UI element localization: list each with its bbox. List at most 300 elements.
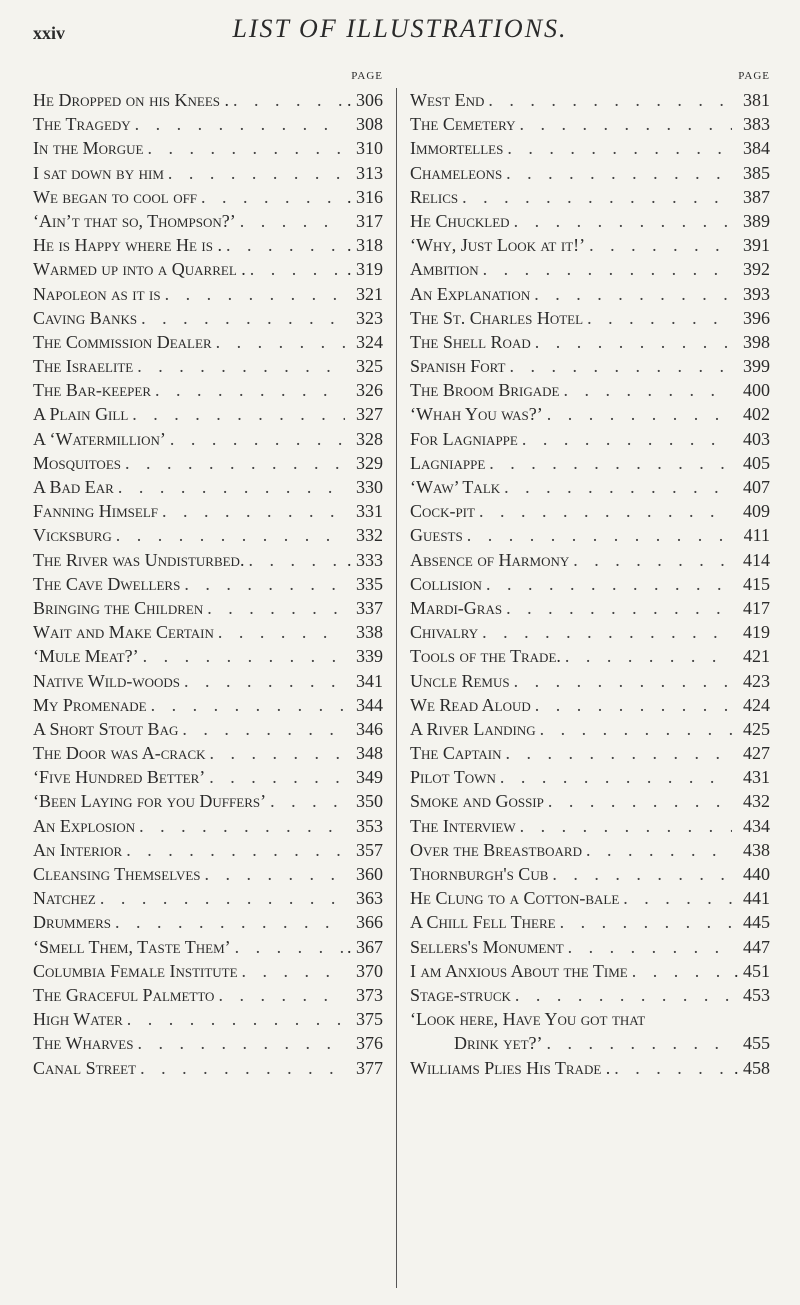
entry-page-number <box>732 1007 770 1031</box>
entry-page-number: 399 <box>743 356 770 377</box>
entry-title: An Explosion <box>33 815 136 836</box>
toc-entry <box>33 862 383 886</box>
entry-title: West End <box>410 90 485 110</box>
entry-page-number: 417 <box>743 597 770 618</box>
dot-leader <box>506 354 732 378</box>
entry-title: An Explanation <box>410 283 531 304</box>
toc-entry <box>410 765 770 789</box>
toc-entry <box>410 354 770 378</box>
dot-leader <box>510 669 732 693</box>
running-head: LIST OF ILLUSTRATIONS. <box>232 14 568 43</box>
toc-entry <box>410 185 770 209</box>
dot-leader <box>502 161 732 185</box>
dot-leader <box>516 112 733 136</box>
dot-leader <box>231 935 343 959</box>
entry-title: ‘Ain’t that so, Thompson?’ <box>33 210 236 231</box>
dot-leader <box>510 209 732 233</box>
toc-entry <box>410 88 770 112</box>
entry-title: Canal Street <box>33 1057 137 1078</box>
entry-page-number: 434 <box>743 815 770 836</box>
dot-leader <box>482 572 732 596</box>
toc-entry <box>33 427 383 451</box>
entry-title: Drummers <box>33 912 112 933</box>
toc-entry <box>33 209 383 233</box>
entry-title: He Chuckled <box>410 210 510 231</box>
entry-page-number: 328 <box>356 428 383 449</box>
dot-leader <box>556 910 732 934</box>
toc-entry <box>410 935 770 959</box>
toc-entry <box>410 523 770 547</box>
toc-entry <box>410 959 770 983</box>
entry-title: Lagniappe <box>410 452 486 473</box>
dot-leader <box>178 717 345 741</box>
entry-title: In the Morgue <box>33 138 144 159</box>
dot-leader <box>518 427 732 451</box>
entry-page-number: 332 <box>356 525 383 546</box>
left-entry-list <box>33 88 383 1080</box>
entry-page-number: 455 <box>743 1033 770 1054</box>
entry-title: Absence of Harmony <box>410 549 570 570</box>
entry-title: Wait and Make Certain <box>33 622 214 643</box>
toc-entry <box>33 112 383 136</box>
entry-title: A ‘Watermillion’ <box>33 428 166 449</box>
dot-leader <box>485 451 732 475</box>
entry-page-number: 438 <box>743 839 770 860</box>
toc-entry <box>410 717 770 741</box>
entry-page-number: . 367 <box>347 936 383 957</box>
entry-page-number: 321 <box>356 283 383 304</box>
entry-title: The Broom Brigade <box>410 380 560 401</box>
entry-page-number: 325 <box>356 356 383 377</box>
entry-page-number: . 458 <box>734 1057 770 1078</box>
entry-page-number: . 318 <box>347 235 383 256</box>
toc-entry <box>33 596 383 620</box>
dot-leader <box>559 378 732 402</box>
dot-leader <box>583 306 732 330</box>
toc-entry <box>410 741 770 765</box>
toc-entry <box>410 112 770 136</box>
entry-page-number: 403 <box>743 428 770 449</box>
entry-title: For Lagniappe <box>410 428 518 449</box>
entry-title: The Israelite <box>33 356 134 377</box>
entry-page-number: 409 <box>743 501 770 522</box>
toc-entry <box>33 451 383 475</box>
dot-leader <box>214 620 345 644</box>
dot-leader <box>478 620 732 644</box>
toc-entry <box>33 644 383 668</box>
toc-entry <box>410 886 770 910</box>
dot-leader <box>214 983 345 1007</box>
entry-title: ‘Mule Meat?’ <box>33 646 139 667</box>
dot-leader <box>516 814 732 838</box>
toc-entry <box>410 838 770 862</box>
entry-page-number: 341 <box>356 670 383 691</box>
toc-entry <box>410 161 770 185</box>
entry-title: Drink yet?’ <box>454 1033 543 1054</box>
entry-page-number: 381 <box>743 90 770 110</box>
entry-page-number: 324 <box>356 331 383 352</box>
entry-page-number: 419 <box>743 622 770 643</box>
entry-page-number: . 316 <box>347 186 383 207</box>
entry-page-number: 329 <box>356 452 383 473</box>
entry-title: Thornburgh's Cub <box>410 864 549 884</box>
entry-title: I am Anxious About the Time <box>410 960 628 981</box>
entry-page-number: 366 <box>356 912 383 933</box>
entry-title: ‘Whah You was?’ <box>410 404 543 425</box>
toc-entry <box>410 862 770 886</box>
entry-title: We Read Aloud <box>410 694 531 715</box>
toc-entry <box>33 499 383 523</box>
entry-page-number: 402 <box>743 404 770 425</box>
dot-leader <box>229 88 343 112</box>
entry-title: ‘Smell Them, Taste Them’ <box>33 936 231 957</box>
entry-title: My Promenade <box>33 694 147 715</box>
entry-page-number: 445 <box>743 912 770 933</box>
dot-leader <box>131 112 345 136</box>
toc-entry <box>33 983 383 1007</box>
dot-leader <box>236 209 345 233</box>
toc-entry <box>33 378 383 402</box>
toc-entry <box>33 185 383 209</box>
dot-leader <box>121 451 345 475</box>
entry-page-number: 338 <box>356 622 383 643</box>
entry-title: Mardi-Gras <box>410 597 503 618</box>
entry-title: A Short Stout Bag <box>33 718 179 739</box>
page-header <box>0 10 800 50</box>
toc-entry <box>33 789 383 813</box>
entry-title: Relics <box>410 186 459 207</box>
dot-leader <box>96 886 345 910</box>
entry-title: Vicksburg <box>33 525 112 546</box>
entry-page-number: 346 <box>356 718 383 739</box>
entry-title: Native Wild-woods <box>33 670 181 691</box>
dot-leader <box>536 717 732 741</box>
dot-leader <box>180 572 345 596</box>
toc-entry <box>33 233 383 257</box>
dot-leader <box>266 789 345 813</box>
entry-title: Warmed up into a Quarrel . <box>33 259 246 280</box>
dot-leader <box>511 983 732 1007</box>
entry-page-number: 414 <box>743 549 770 570</box>
dot-leader <box>564 935 732 959</box>
toc-entry <box>33 523 383 547</box>
entry-page-number: 432 <box>743 791 770 812</box>
entry-title: ‘Been Laying for you Duffers’ <box>33 791 267 812</box>
entry-page-number: 363 <box>356 888 383 909</box>
column-divider <box>396 88 397 1288</box>
toc-entry <box>410 499 770 523</box>
entry-title: The St. Charles Hotel <box>410 307 584 328</box>
entry-page-number: 423 <box>743 670 770 691</box>
entry-page-number: 405 <box>743 452 770 473</box>
toc-entry <box>410 910 770 934</box>
left-column-heading: PAGE <box>351 70 383 82</box>
toc-entry <box>33 306 383 330</box>
toc-entry <box>33 741 383 765</box>
dot-leader <box>206 741 345 765</box>
entry-page-number: 331 <box>356 501 383 522</box>
dot-leader <box>123 1007 345 1031</box>
dot-leader <box>628 959 730 983</box>
entry-page-number: 427 <box>743 743 770 764</box>
entry-title: Fanning Himself <box>33 501 159 522</box>
entry-page-number: 424 <box>743 694 770 715</box>
entry-page-number: 392 <box>743 259 770 280</box>
entry-page-number: 393 <box>743 283 770 304</box>
entry-page-number: 337 <box>356 597 383 618</box>
toc-entry <box>33 548 383 572</box>
entry-title: The Shell Road <box>410 331 531 352</box>
entry-title: The River was Undisturbed. <box>33 549 245 570</box>
toc-entry <box>410 572 770 596</box>
entry-page-number: 326 <box>356 380 383 401</box>
dot-leader <box>180 669 345 693</box>
dot-leader <box>475 499 732 523</box>
entry-page-number: 411 <box>743 525 770 546</box>
toc-entry <box>33 161 383 185</box>
entry-page-number: 421 <box>743 646 770 667</box>
toc-entry <box>33 935 383 959</box>
toc-entry <box>33 1031 383 1055</box>
entry-page-number: . 306 <box>347 90 383 110</box>
dot-leader <box>197 185 343 209</box>
entry-title: The Interview <box>410 815 516 836</box>
toc-entry <box>410 1056 770 1080</box>
entry-title: Immortelles <box>410 138 504 159</box>
entry-title: Tools of the Trade. <box>410 646 561 667</box>
entry-page-number: 407 <box>743 477 770 497</box>
toc-entry <box>33 693 383 717</box>
toc-entry <box>33 669 383 693</box>
entry-title: A Chill Fell There <box>410 912 556 933</box>
entry-title: The Wharves <box>33 1033 134 1054</box>
dot-leader <box>143 136 345 160</box>
entry-page-number: 357 <box>356 839 383 860</box>
dot-leader <box>503 136 732 160</box>
entry-page-number: 339 <box>356 646 383 667</box>
dot-leader <box>244 548 343 572</box>
toc-entry <box>410 233 770 257</box>
dot-leader <box>561 644 732 668</box>
entry-title: Uncle Remus <box>410 670 510 691</box>
toc-entry <box>33 765 383 789</box>
toc-entry <box>410 814 770 838</box>
dot-leader <box>166 427 345 451</box>
entry-page-number: 396 <box>743 307 770 328</box>
entry-title: Spanish Fort <box>410 356 506 377</box>
entry-title: He is Happy where He is . <box>33 235 222 256</box>
entry-page-number: 323 <box>356 307 383 328</box>
entry-page-number: . 333 <box>347 549 383 570</box>
entry-title: The Tragedy <box>33 114 131 135</box>
toc-entry <box>410 1007 770 1031</box>
dot-leader <box>548 862 732 886</box>
entry-title: High Water <box>33 1009 123 1030</box>
toc-entry <box>33 959 383 983</box>
dot-leader <box>151 378 345 402</box>
toc-entry <box>33 717 383 741</box>
dot-leader <box>246 257 343 281</box>
right-entry-list <box>410 88 770 1080</box>
dot-leader <box>212 330 345 354</box>
entry-title: ‘Why, Just Look at it!’ <box>410 235 586 256</box>
right-column-heading: PAGE <box>738 70 770 82</box>
dot-leader <box>531 693 732 717</box>
dot-leader <box>114 475 345 499</box>
dot-leader <box>619 886 732 910</box>
dot-leader <box>238 959 345 983</box>
toc-entry <box>410 789 770 813</box>
entry-title: A Plain Gill <box>33 404 129 425</box>
dot-leader <box>458 185 732 209</box>
toc-entry <box>33 136 383 160</box>
entry-page-number: 384 <box>743 138 770 159</box>
toc-entry <box>410 669 770 693</box>
toc-entry <box>33 814 383 838</box>
entry-page-number: . 451 <box>734 960 770 981</box>
entry-page-number: 310 <box>356 138 383 159</box>
dot-leader <box>161 282 345 306</box>
dot-leader <box>201 862 345 886</box>
entry-page-number: 440 <box>743 864 770 884</box>
entry-title: Cock-pit <box>410 501 475 522</box>
entry-title: Stage-struck <box>410 984 511 1005</box>
toc-entry <box>33 1007 383 1031</box>
toc-entry <box>410 983 770 1007</box>
toc-entry <box>410 257 770 281</box>
entry-title: Williams Plies His Trade . <box>410 1057 611 1078</box>
dot-leader <box>158 499 345 523</box>
toc-entry <box>33 838 383 862</box>
toc-entry <box>410 136 770 160</box>
dot-leader <box>133 354 345 378</box>
entry-title: Mosquitoes <box>33 452 121 473</box>
toc-entry <box>410 548 770 572</box>
entry-page-number: . 319 <box>347 259 383 280</box>
right-column <box>410 70 770 1080</box>
dot-leader <box>543 1031 732 1055</box>
entry-title: Bringing the Children <box>33 597 204 618</box>
entry-title: Cleansing Themselves <box>33 864 201 884</box>
entry-page-number: 353 <box>356 815 383 836</box>
entry-page-number: 441 <box>743 888 770 909</box>
dot-leader <box>585 233 732 257</box>
entry-page-number: 308 <box>356 114 383 135</box>
dot-leader <box>479 257 732 281</box>
toc-entry <box>33 572 383 596</box>
entry-title: Over the Breastboard <box>410 839 582 860</box>
dot-leader <box>544 789 732 813</box>
entry-page-number: 370 <box>356 960 383 981</box>
dot-leader <box>530 282 732 306</box>
toc-entry <box>410 378 770 402</box>
dot-leader <box>128 402 345 426</box>
dot-leader <box>484 88 732 112</box>
toc-entry <box>33 257 383 281</box>
entry-title: Napoleon as it is <box>33 283 161 304</box>
entry-title: Chivalry <box>410 622 479 643</box>
entry-title: The Captain <box>410 743 502 764</box>
toc-entry <box>410 451 770 475</box>
entry-title: We began to cool off <box>33 186 198 207</box>
entry-page-number: 447 <box>743 936 770 957</box>
entry-title: ‘Five Hundred Better’ <box>33 767 206 788</box>
dot-leader <box>569 548 732 572</box>
dot-leader <box>136 1056 345 1080</box>
toc-entry <box>410 1031 770 1055</box>
toc-entry <box>410 596 770 620</box>
dot-leader <box>205 765 345 789</box>
dot-leader <box>582 838 732 862</box>
entry-title: Smoke and Gossip <box>410 791 544 812</box>
toc-entry <box>33 402 383 426</box>
dot-leader <box>531 330 732 354</box>
dot-leader <box>496 765 732 789</box>
entry-title: ‘Look here, Have You got that <box>410 1009 646 1030</box>
entry-page-number: 400 <box>743 380 770 401</box>
entry-page-number: 349 <box>356 767 383 788</box>
entry-title: The Cave Dwellers <box>33 573 181 594</box>
entry-page-number: 425 <box>743 718 770 739</box>
entry-title: Ambition <box>410 259 479 280</box>
entry-page-number: 385 <box>743 162 770 183</box>
entry-page-number: 327 <box>356 404 383 425</box>
entry-title: The Cemetery <box>410 114 516 135</box>
left-column <box>33 70 383 1080</box>
toc-entry <box>33 620 383 644</box>
entry-page-number: 376 <box>356 1033 383 1054</box>
entry-title: He Clung to a Cotton-bale <box>410 888 620 909</box>
entry-page-number: 387 <box>743 186 770 207</box>
toc-entry <box>410 282 770 306</box>
dot-leader <box>133 1031 345 1055</box>
dot-leader <box>502 596 732 620</box>
dot-leader <box>610 1056 730 1080</box>
toc-entry <box>410 306 770 330</box>
entry-title: Pilot Town <box>410 767 496 788</box>
dot-leader <box>111 910 345 934</box>
dot-leader <box>135 814 345 838</box>
entry-title: A Bad Ear <box>33 477 114 497</box>
toc-entry <box>410 475 770 499</box>
dot-leader <box>222 233 343 257</box>
dot-leader <box>147 693 345 717</box>
dot-leader <box>139 644 345 668</box>
entry-page-number: 335 <box>356 573 383 594</box>
entry-title: Columbia Female Institute <box>33 960 238 981</box>
toc-entry <box>33 88 383 112</box>
entry-page-number: 398 <box>743 331 770 352</box>
toc-entry <box>33 282 383 306</box>
entry-title: The Bar-keeper <box>33 380 151 401</box>
dot-leader <box>463 523 732 547</box>
entry-title: Collision <box>410 573 482 594</box>
entry-title: Natchez <box>33 888 96 909</box>
entry-page-number: 415 <box>743 573 770 594</box>
entry-title: Guests <box>410 525 463 546</box>
toc-entry <box>33 475 383 499</box>
dot-leader <box>203 596 345 620</box>
dot-leader <box>543 402 732 426</box>
toc-entry <box>33 886 383 910</box>
entry-page-number: 391 <box>743 235 770 256</box>
dot-leader <box>112 523 345 547</box>
entry-title: Caving Banks <box>33 307 138 328</box>
toc-entry <box>410 644 770 668</box>
entry-title: The Graceful Palmetto <box>33 984 215 1005</box>
entry-page-number: 348 <box>356 743 383 764</box>
entry-page-number: 360 <box>356 864 383 884</box>
